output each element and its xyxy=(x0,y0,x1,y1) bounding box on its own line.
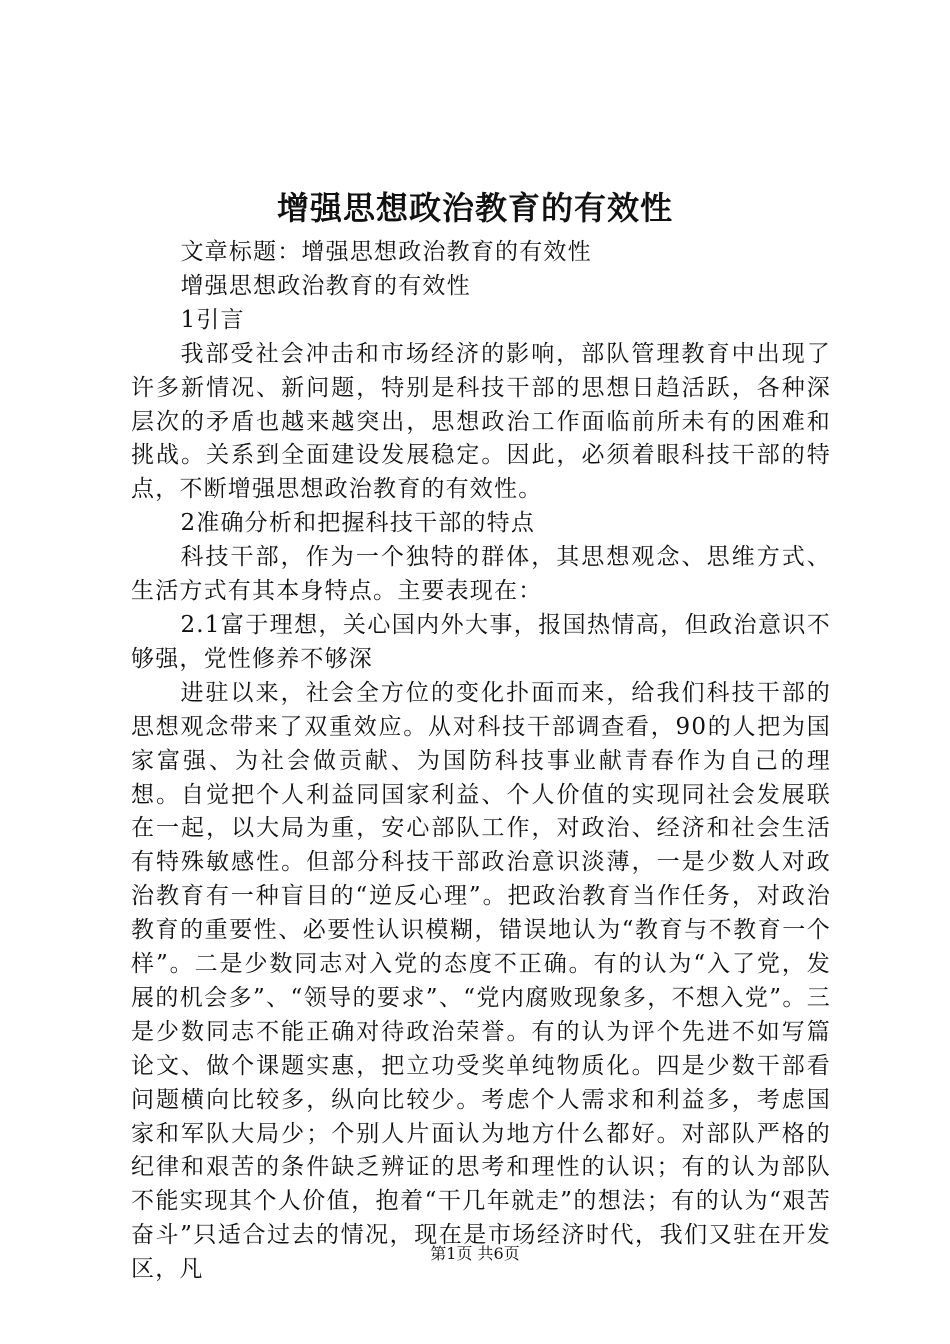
subsection-heading-2-1: 2.1富于理想，关心国内外大事，报国热情高，但政治意识不够强，党性修养不够深 xyxy=(131,611,831,672)
paragraph-introduction: 我部受社会冲击和市场经济的影响，部队管理教育中出现了许多新情况、新问题，特别是科技干部的思想日趋活跃，各种深层次的矛盾也越来越突出，思想政治工作面临前所未有的困难和挑战。关系到全面建设发展稳定。因此，必须着眼科技干部的特点，不断增强思想政治教育的有效性。 xyxy=(131,340,831,503)
document-title: 增强思想政治教育的有效性 xyxy=(276,189,673,227)
section-heading-analysis: 2准确分析和把握科技干部的特点 xyxy=(180,510,536,537)
paragraph-body: 进驻以来，社会全方位的变化扑面而来，给我们科技干部的思想观念带来了双重效应。从对科技干部调查看，90的人把为国家富强、为社会做贡献、为国防科技事业献青春作为自己的理想。自觉把个人利益同国家利益、个人价值的实现同社会发展联在一起，以大局为重，安心部队工作，对政治、经济和社会生活有特殊敏感性。但部分科技干部政治意识淡薄，一是少数人对政治教育有一种盲目的“逆反心理”。把政治教育当作任务，对政治教育的重要性、必要性认识模糊，错误地认为“教育与不教育一个样”。二是少数同志对入党的态度不正确。有的认为“入了党，发展的机会多”、“领导的要求”、“党内腐败现象多，不想入党”。三是少数同志不能正确对待政治荣誉。有的认为评个先进不如写篇论文、做个课题实惠，把立功受奖单纯物质化。四是少数干部看问题横向比较多，纵向比较少。考虑个人需求和利益多，考虑国家和军队大局少；个别人片面认为地方什么都好。对部队严格的纪律和艰苦的条件缺乏辨证的思考和理性的认识；有的认为部队不能实现其个人价值，抱着“干几年就走”的想法；有的认为“艰苦奋斗”只适合过去的情况，现在是市场经济时代，我们又驻在开发区，凡 xyxy=(131,679,831,1283)
section-heading-introduction: 1引言 xyxy=(180,306,245,333)
paragraph-characteristics: 科技干部，作为一个独特的群体，其思想观念、思维方式、生活方式有其本身特点。主要表现在： xyxy=(131,544,831,605)
document-body xyxy=(131,236,831,1287)
paragraph-article-title: 文章标题：增强思想政治教育的有效性 xyxy=(180,239,592,265)
page-number-footer: 第1页 共6页 xyxy=(430,1244,520,1263)
paragraph-subtitle: 增强思想政治教育的有效性 xyxy=(180,272,471,299)
